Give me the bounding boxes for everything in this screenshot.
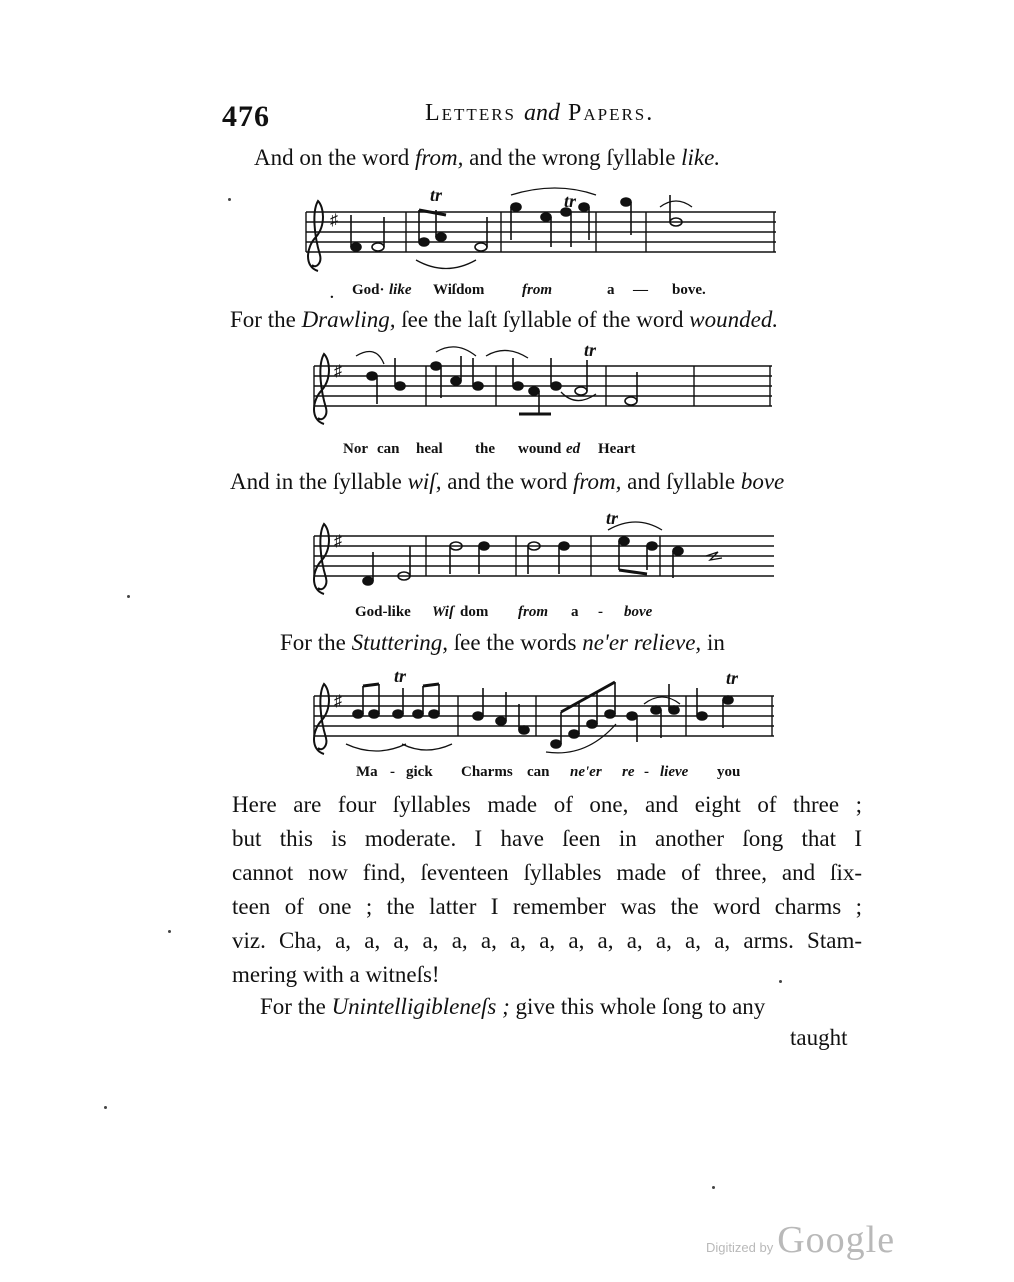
svg-text:tr: tr bbox=[726, 668, 739, 688]
book-page: 476 Letters and Papers. And on the word from, and the wrong ſyllable like. ♯ tr tr . God· like Wiſdom from a — bove. For the Drawling, ſee the laſt ſyllable of the word wounded. ♯ tr Nor can heal the wound ed Heart And in the ſyllable wiſ, and the word from, and ſyllable bove ♯ tr God-like Wiſ dom from a - bove For the Stuttering, ſee the words ne'er relieve, in ♯ tr tr Ma - gick Charms can ne'er re - lieve you Here are four ſyllables made of one, and eight of three ; but this is moderate. I have ſeen in another ſong that I cannot now find, ſeventeen ſyllables made of three, and ſix- teen of one ; the latter I remember was the word charms ; viz. Cha, a, a, a, a, a, a, a, a, a, a, a, a, a, a, arms. Stam- mering with a witneſs! For the Unintelligibleneſs ; give this whole ſong to any taught Digitized by Google bbox=[0, 0, 1014, 1282]
section4-intro: For the Stuttering, ſee the words ne'er relieve, in bbox=[280, 630, 725, 655]
section3-intro: And in the ſyllable wiſ, and the word from, and ſyllable bove bbox=[230, 469, 785, 494]
section2-intro: For the Drawling, ſee the laſt ſyllable of the word wounded. bbox=[230, 307, 779, 332]
running-title bbox=[425, 100, 654, 127]
section1-intro: And on the word from, and the wrong ſyllable like. bbox=[254, 145, 721, 170]
digitized-by-google-watermark: Digitized by Google bbox=[706, 1219, 896, 1261]
body-paragraph: Here are four ſyllables made of one, and eight of three ; but this is moderate. I have ſeen in another ſong that I cannot now find, ſeventeen ſyllables made of three, and ſix- teen of one ; the latter I remember was the word charms ; viz. Cha, a, a, a, a, a, a, a, a, a, a, a, a, a, a, arms. Stam- mering with a witneſs! bbox=[232, 792, 862, 987]
catchword: taught bbox=[790, 1025, 848, 1050]
trill-mark: tr bbox=[430, 185, 443, 205]
svg-text:♯: ♯ bbox=[334, 693, 342, 710]
music-staff-2 bbox=[306, 342, 776, 434]
running-title-letters: Letters bbox=[425, 100, 516, 126]
svg-text:tr: tr bbox=[606, 508, 619, 528]
svg-text:tr: tr bbox=[394, 666, 407, 686]
page-number: 476 bbox=[222, 100, 270, 133]
music-staff-4 bbox=[306, 664, 778, 764]
music-staff-3 bbox=[306, 508, 778, 600]
trill-mark: tr bbox=[564, 191, 577, 211]
sharp-sign: ♯ bbox=[330, 212, 338, 229]
running-title-and: and bbox=[524, 100, 560, 126]
svg-text:♯: ♯ bbox=[334, 533, 342, 550]
svg-text:tr: tr bbox=[584, 342, 597, 360]
google-logo: Google bbox=[777, 1219, 896, 1261]
last-paragraph: For the Unintelligibleneſs ; give this whole ſong to any bbox=[260, 994, 766, 1019]
svg-text:♯: ♯ bbox=[334, 363, 342, 380]
music-staff-1 bbox=[296, 185, 781, 280]
running-title-papers: Papers. bbox=[568, 100, 655, 126]
